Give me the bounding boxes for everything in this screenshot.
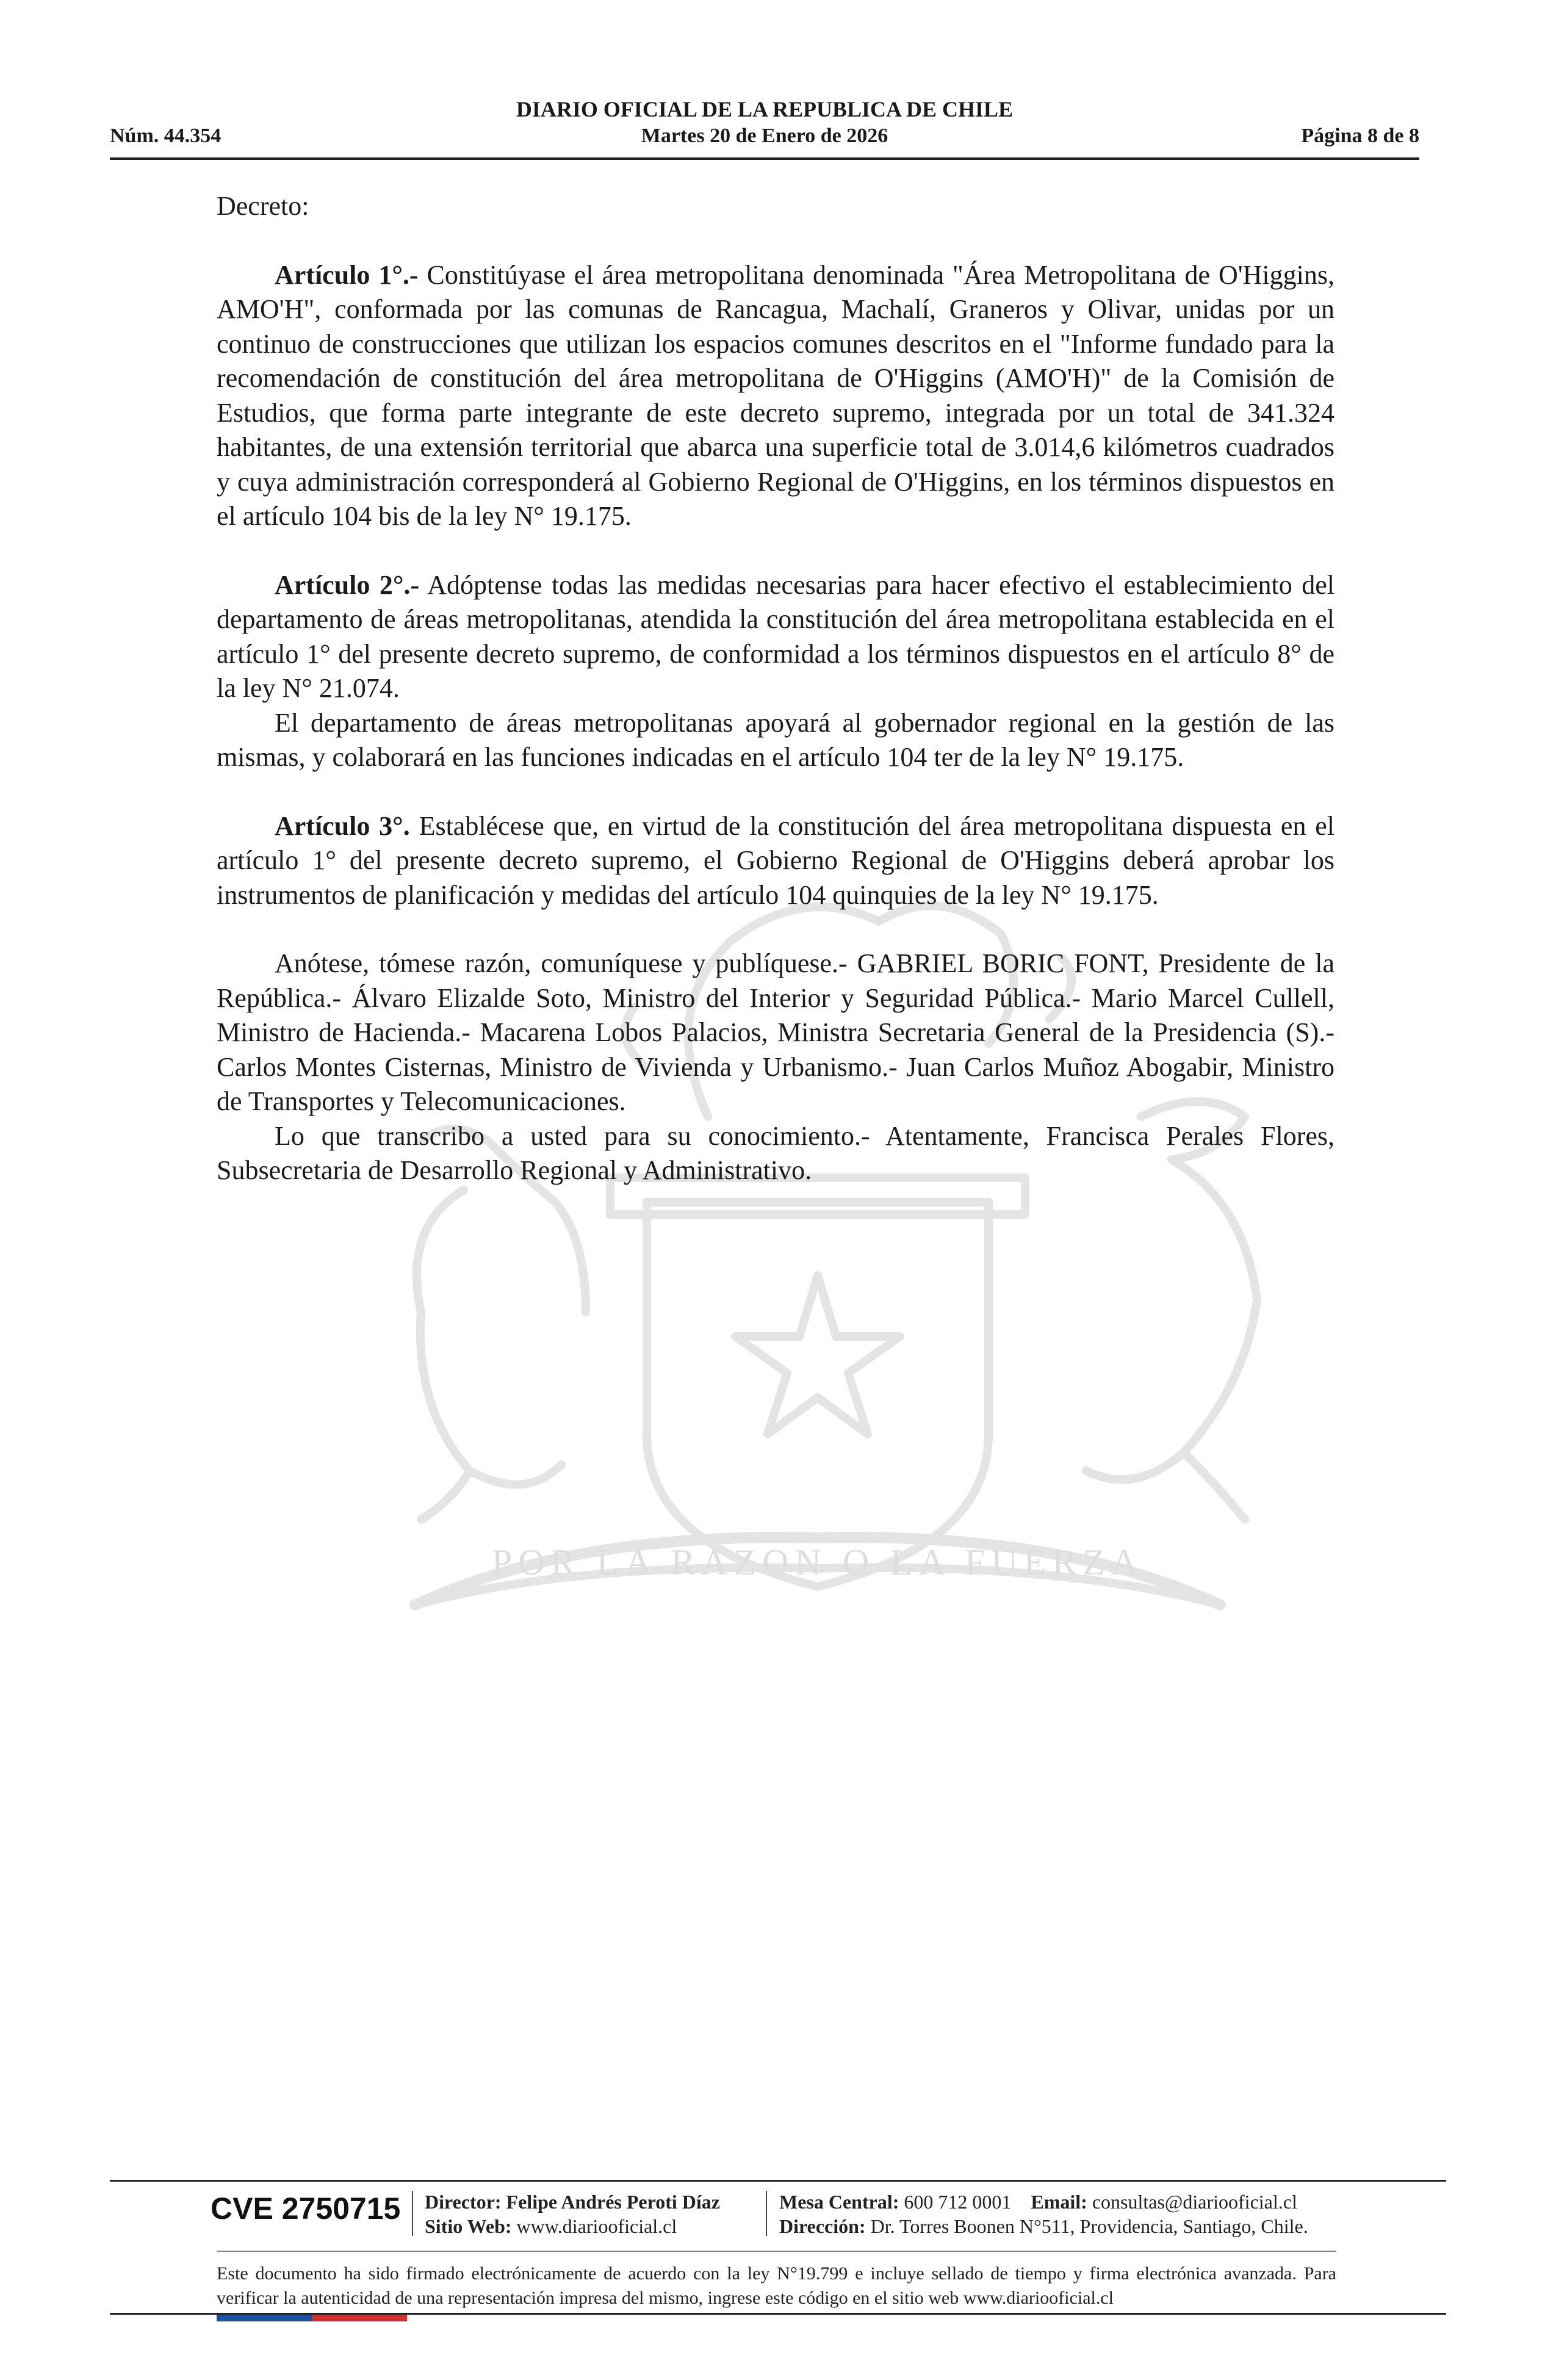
watermark-motto: POR LA RAZON O LA FUERZA	[491, 1542, 1144, 1582]
article-1	[217, 258, 1334, 534]
address-label: Dirección:	[779, 2215, 866, 2237]
article-1-text: Constitúyase el área metropolitana denominada "Área Metropolitana de O'Higgins, AMO'H", conformada por las comunas de Rancagua, Machalí, Graneros y Olivar, unidas por un continuo de construcciones que utilizan los espacios comunes descritos en el "Informe fundado para la recomendación de constitución del área metropolitana de O'Higgins (AMO'H)" de la Comisión de Estudios, que forma parte integrante de este decreto supremo, integrada por un total de 341.324 habitantes, de una extensión territorial que abarca una superficie total de 3.014,6 kilómetros cuadrados y cuya administración corresponderá al Gobierno Regional de O'Higgins, en los términos dispuestos en el artículo 104 bis de la ley N° 19.175.	[217, 259, 1335, 531]
article-3-heading: Artículo 3°.	[275, 810, 410, 841]
article-1-heading: Artículo 1°.-	[275, 259, 419, 290]
footer-top-rule	[110, 2180, 1446, 2182]
page-header	[110, 92, 1419, 160]
flag-red-segment	[312, 2315, 407, 2321]
email-label: Email:	[1031, 2191, 1087, 2213]
phone-number: 600 712 0001	[904, 2191, 1012, 2213]
footer-director-block	[425, 2190, 720, 2238]
footer-contact-block	[779, 2190, 1308, 2238]
transcription-note: Lo que transcribo a usted para su conocimiento.- Atentamente, Francisca Perales Flores, Subsecretaria de Desarrollo Regional y Administrativo.	[217, 1120, 1334, 1185]
decree-body	[217, 189, 1334, 1188]
page-indicator: Página 8 de 8	[1301, 124, 1419, 147]
email-link[interactable]: consultas@diariooficial.cl	[1092, 2191, 1297, 2213]
article-3-text: Establécese que, en virtud de la constitución del área metropolitana dispuesta en el artículo 1° del presente decreto supremo, el Gobierno Regional de O'Higgins deberá aprobar los instrumentos de planificación y medidas del artículo 104 quinquies de la ley N° 19.175.	[217, 810, 1334, 910]
article-2	[217, 568, 1334, 706]
website-label: Sitio Web:	[425, 2215, 512, 2237]
article-2-text: Adóptense todas las medidas necesarias para hacer efectivo el establecimiento del departamento de áreas metropolitanas, atendida la constitución del área metropolitana establecida en el artículo 1° del presente decreto supremo, de conformidad a los términos dispuestos en el artículo 8° de la ley N° 21.074.	[217, 569, 1334, 703]
flag-blue-segment	[217, 2315, 312, 2321]
article-2-heading: Artículo 2°.-	[275, 569, 420, 600]
decree-label: Decreto:	[217, 191, 309, 221]
closing-signatures: Anótese, tómese razón, comuníquese y publíquese.- GABRIEL BORIC FONT, Presidente de la República.- Álvaro Elizalde Soto, Ministro del Interior y Seguridad Pública.- Mario Marcel Cullell, Ministro de Hacienda.- Macarena Lobos Palacios, Ministra Secretaria General de la Presidencia (S).- Carlos Montes Cisternas, Ministro de Vivienda y Urbanismo.- Juan Carlos Muñoz Abogabir, Ministro de Transportes y Telecomunicaciones.	[217, 948, 1334, 1116]
article-2-continuation: El departamento de áreas metropolitanas apoyará al gobernador regional en la gestión de las mismas, y colaborará en las funciones indicadas en el artículo 104 ter de la ley N° 19.175.	[217, 707, 1334, 772]
flag-stripe	[217, 2315, 407, 2321]
footer-separator	[766, 2191, 767, 2236]
footer-mid-rule	[217, 2251, 1336, 2252]
gazette-title: DIARIO OFICIAL DE LA REPUBLICA DE CHILE	[516, 97, 1014, 121]
article-3	[217, 809, 1334, 913]
footer-separator	[412, 2191, 413, 2236]
director-name: Felipe Andrés Peroti Díaz	[506, 2191, 720, 2213]
phone-label: Mesa Central:	[779, 2191, 899, 2213]
cve-code: CVE 2750715	[211, 2191, 401, 2226]
director-label: Director:	[425, 2191, 502, 2213]
issue-date: Martes 20 de Enero de 2026	[641, 124, 888, 147]
website-link[interactable]: www.diariooficial.cl	[516, 2215, 677, 2237]
address-text: Dr. Torres Boonen N°511, Providencia, Santiago, Chile.	[870, 2215, 1308, 2237]
legal-notice: Este documento ha sido firmado electrónicamente de acuerdo con la ley N°19.799 e incluye sellado de tiempo y firma electrónica avanzada. Para verificar la autenticidad de una representación impresa del mismo, ingrese este código en el sitio web www.diariooficial.cl	[217, 2263, 1336, 2308]
issue-number: Núm. 44.354	[110, 124, 222, 147]
